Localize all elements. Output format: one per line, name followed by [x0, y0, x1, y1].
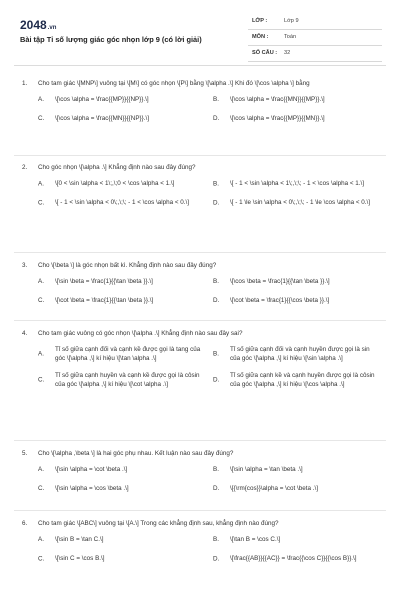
option-text: \[\cot \beta = \frac{1}{{\cos \beta }}.\] — [230, 296, 330, 304]
site-logo[interactable] — [20, 18, 56, 32]
meta-value: Lớp 9 — [284, 18, 299, 24]
option-text: \[\cos \alpha = \frac{{MP}}{{NP}}.\] — [55, 95, 149, 103]
option-text: \[\cos \alpha = \frac{{MP}}{{MN}}.\] — [230, 114, 325, 122]
option-b[interactable] — [213, 466, 378, 476]
options-grid — [22, 536, 378, 574]
option-c[interactable] — [38, 372, 203, 390]
option-letter: B. — [213, 95, 219, 103]
option-letter: B. — [213, 277, 219, 285]
question-text: Cho góc nhọn \[\alpha .\] Khẳng định nào sau đây đúng? — [38, 164, 196, 171]
option-a[interactable] — [38, 278, 203, 288]
option-letter: A. — [38, 350, 44, 358]
option-text: \[\frac{{AB}}{{AC}} = \frac{{\cos C}}{{\cos B}}.\] — [230, 554, 357, 562]
option-letter: D. — [213, 296, 220, 304]
question-number: 2. — [22, 164, 28, 171]
question-stem — [22, 330, 378, 339]
option-text: \[\sin \alpha = \tan \beta .\] — [230, 465, 303, 473]
option-text: \[\cos \alpha = \frac{{MN}}{{MP}}.\] — [230, 95, 325, 103]
meta-box — [248, 14, 382, 62]
options-grid — [22, 346, 378, 399]
option-b[interactable] — [213, 536, 378, 546]
meta-row-count — [248, 46, 382, 62]
option-a[interactable] — [38, 96, 203, 106]
meta-row-grade — [248, 14, 382, 30]
option-text: \[{\rm{cos}}\alpha = \cot \beta .\] — [230, 484, 319, 492]
question-6 — [22, 520, 378, 574]
question-5 — [22, 450, 378, 504]
option-text: \[\sin \alpha = \cot \beta .\] — [55, 465, 128, 473]
question-number: 6. — [22, 520, 28, 527]
option-letter: D. — [213, 484, 220, 492]
option-c[interactable] — [38, 115, 203, 125]
option-letter: A. — [38, 535, 44, 543]
option-text: Tỉ số giữa cạnh đối và cạnh huyền được gọi là sin của góc \[\alpha ,\] kí hiệu \[\sin \alpha .\] — [230, 345, 370, 362]
option-letter: A. — [38, 180, 44, 188]
question-text: Cho tam giác \[MNP\] vuông tại \[M\] có góc nhọn \[P\] bằng \[\alpha .\] Khi đó \[\cos \alpha \] bằng — [38, 80, 310, 87]
option-text: Tỉ số giữa cạnh huyền và cạnh kề được gọi là côsin của góc \[\alpha ,\] kí hiệu \[\cot \alpha .\] — [55, 372, 200, 389]
option-letter: D. — [213, 555, 220, 563]
option-text: \[\tan B = \cos C.\] — [230, 535, 281, 543]
logo-text: 2048 — [20, 18, 47, 32]
option-c[interactable] — [38, 199, 203, 209]
option-letter: C. — [38, 199, 45, 207]
option-text: \[ - 1 < \sin \alpha < 0\;,\;\; - 1 < \cos \alpha < 0.\] — [55, 198, 190, 206]
option-text: \[\cos \beta = \frac{1}{{\tan \beta }}.\] — [230, 277, 330, 285]
question-stem — [22, 450, 378, 459]
meta-value: 32 — [284, 50, 291, 56]
option-letter: A. — [38, 277, 44, 285]
question-divider — [14, 252, 386, 253]
option-d[interactable] — [213, 297, 378, 307]
option-d[interactable] — [213, 372, 378, 390]
option-b[interactable] — [213, 180, 378, 190]
option-letter: B. — [213, 180, 219, 188]
meta-row-subject — [248, 30, 382, 46]
question-1 — [22, 80, 378, 134]
option-letter: D. — [213, 199, 220, 207]
option-letter: A. — [38, 465, 44, 473]
question-divider — [14, 510, 386, 511]
option-a[interactable] — [38, 346, 203, 364]
option-d[interactable] — [213, 485, 378, 495]
option-text: \[\sin \alpha = \cos \beta .\] — [55, 484, 129, 492]
meta-value: Toán — [284, 34, 297, 40]
option-letter: C. — [38, 296, 45, 304]
option-letter: C. — [38, 555, 45, 563]
meta-key: SỐ CÂU : — [252, 50, 278, 56]
question-text: Cho \[\beta \] là góc nhọn bất kì. Khẳng định nào sau đây đúng? — [38, 262, 217, 269]
option-text: \[\sin C = \cos B.\] — [55, 554, 105, 562]
meta-key: MÔN : — [252, 34, 269, 40]
question-stem — [22, 80, 378, 89]
question-divider — [14, 440, 386, 441]
option-letter: B. — [213, 350, 219, 358]
option-text: Tỉ số giữa cạnh kề và cạnh huyền được gọi là côsin của góc \[\alpha ,\] kí hiệu \[\cos \alpha .\] — [230, 372, 375, 389]
question-number: 3. — [22, 262, 28, 269]
option-letter: B. — [213, 535, 219, 543]
question-divider — [14, 155, 386, 156]
question-number: 1. — [22, 80, 28, 87]
question-4 — [22, 330, 378, 399]
question-number: 5. — [22, 450, 28, 457]
option-letter: D. — [213, 114, 220, 122]
options-grid — [22, 180, 378, 218]
option-text: \[ - 1 \le \sin \alpha < 0\;,\;\; - 1 \le \cos \alpha < 0.\] — [230, 198, 371, 206]
question-divider — [14, 320, 386, 321]
question-text: Cho \[\alpha ,\beta \] là hai góc phụ nhau. Kết luận nào sau đây đúng? — [38, 450, 234, 457]
options-grid — [22, 278, 378, 316]
question-text: Cho tam giác vuông có góc nhọn \[\alpha .\] Khẳng định nào sau đây sai? — [38, 330, 243, 337]
question-stem — [22, 520, 378, 529]
option-c[interactable] — [38, 485, 203, 495]
question-2 — [22, 164, 378, 218]
option-letter: C. — [38, 484, 45, 492]
option-text: \[ - 1 < \sin \alpha < 1\;,\;\; - 1 < \cos \alpha < 1.\] — [230, 179, 365, 187]
meta-key: LỚP : — [252, 18, 268, 24]
option-text: \[\cot \beta = \frac{1}{{\tan \beta }}.\] — [55, 296, 154, 304]
option-b[interactable] — [213, 346, 378, 364]
header-divider — [14, 65, 386, 66]
option-letter: C. — [38, 114, 45, 122]
logo-suffix: .vn — [47, 25, 57, 31]
option-d[interactable] — [213, 115, 378, 125]
option-text: Tỉ số giữa cạnh đối và cạnh kề được gọi là tang của góc \[\alpha ,\] kí hiệu \[\tan \alpha .\] — [55, 345, 201, 362]
option-d[interactable] — [213, 199, 378, 209]
document-title: Bài tập Tỉ số lượng giác góc nhọn lớp 9 (có lời giải) — [20, 35, 202, 44]
option-a[interactable] — [38, 536, 203, 546]
option-a[interactable] — [38, 180, 203, 190]
option-letter: B. — [213, 465, 219, 473]
option-a[interactable] — [38, 466, 203, 476]
question-stem — [22, 164, 378, 173]
option-letter: D. — [213, 376, 220, 384]
question-text: Cho tam giác \[ABC\] vuông tại \[A.\] Trong các khẳng định sau, khẳng định nào đúng? — [38, 520, 279, 527]
option-c[interactable] — [38, 555, 203, 565]
option-text: \[0 < \sin \alpha < 1\;,\;0 < \cos \alpha < 1.\] — [55, 179, 175, 187]
option-text: \[\sin \beta = \frac{1}{{\tan \beta }}.\] — [55, 277, 153, 285]
option-b[interactable] — [213, 278, 378, 288]
option-d[interactable] — [213, 555, 378, 565]
question-3 — [22, 262, 378, 316]
option-text: \[\cos \alpha = \frac{{MN}}{{NP}}.\] — [55, 114, 149, 122]
option-b[interactable] — [213, 96, 378, 106]
question-stem — [22, 262, 378, 271]
option-c[interactable] — [38, 297, 203, 307]
options-grid — [22, 96, 378, 134]
options-grid — [22, 466, 378, 504]
option-letter: C. — [38, 376, 45, 384]
option-text: \[\sin B = \tan C.\] — [55, 535, 104, 543]
option-letter: A. — [38, 95, 44, 103]
question-number: 4. — [22, 330, 28, 337]
